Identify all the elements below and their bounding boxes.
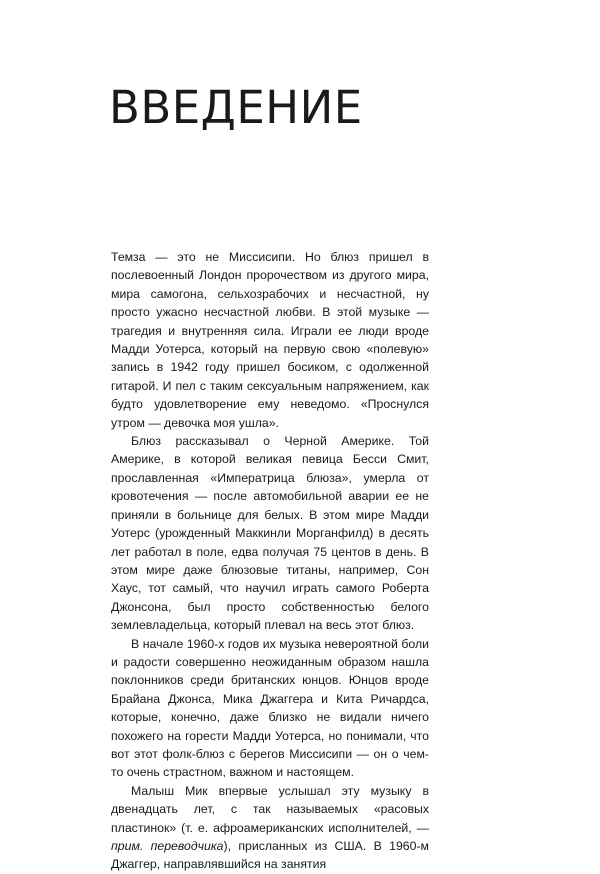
paragraph-2: Блюз рассказывал о Черной Америке. Той Америке, в которой великая певица Бесси Смит, прославленная «Императрица блюза», умерла от кровотечения — после автомобильной аварии ее не приняли в больнице для белых. В этом мире Мадди Уотерс (урожденный Маккинли Морганфилд) в десять лет работал в поле, едва получая 75 центов в день. В этом мире даже блюзовые титаны, например, Сон Хаус, тот самый, что научил играть самого Роберта Джонсона, был просто собственностью белого землевладельца, который плевал на весь этот блюз. [111, 434, 429, 633]
body-text [111, 248, 429, 874]
paragraph-4-end: ), присланных из США. В 1960-м Джаггер, направлявшийся на занятия [111, 839, 430, 872]
paragraph-1: Темза — это не Миссисипи. Но блюз пришел в послевоенный Лондон пророчеством из другого мира, мира самогона, сельхозрабочих и несчастной, ну просто ужасно несчастной любви. В этой музыке — трагедия и внутренняя сила. Играли ее люди вроде Мадди Уотерса, который на первую свою «полевую» запись в 1942 году пришел босиком, с одолженной гитарой. И пел с таким сексуальным напряжением, как будто удовлетворение ему неведомо. «Проснулся утром — девочка моя ушла». [111, 250, 429, 430]
paragraph-3: В начале 1960-х годов их музыка невероятной боли и радости совершенно неожиданным образом нашла поклонников среди британских юнцов. Юнцов вроде Брайана Джонса, Мика Джаггера и Кита Ричардса, которые, конечно, даже близко не видали ничего похожего на горести Мадди Уотерса, но понимали, что вот этот фолк-блюз с берегов Миссисипи — он о чем-то очень страстном, важном и настоящем. [111, 636, 429, 780]
chapter-title: ВВЕДЕНИЕ [109, 81, 363, 134]
paragraph-4-start: Малыш Мик впервые услышал эту музыку в двенадцать лет, с так называемых «расовых пластинок» (т. е. афроамериканских исполнителей, — [111, 783, 429, 835]
paragraph-4 [111, 782, 429, 874]
translator-note: прим. переводчика [111, 839, 224, 853]
